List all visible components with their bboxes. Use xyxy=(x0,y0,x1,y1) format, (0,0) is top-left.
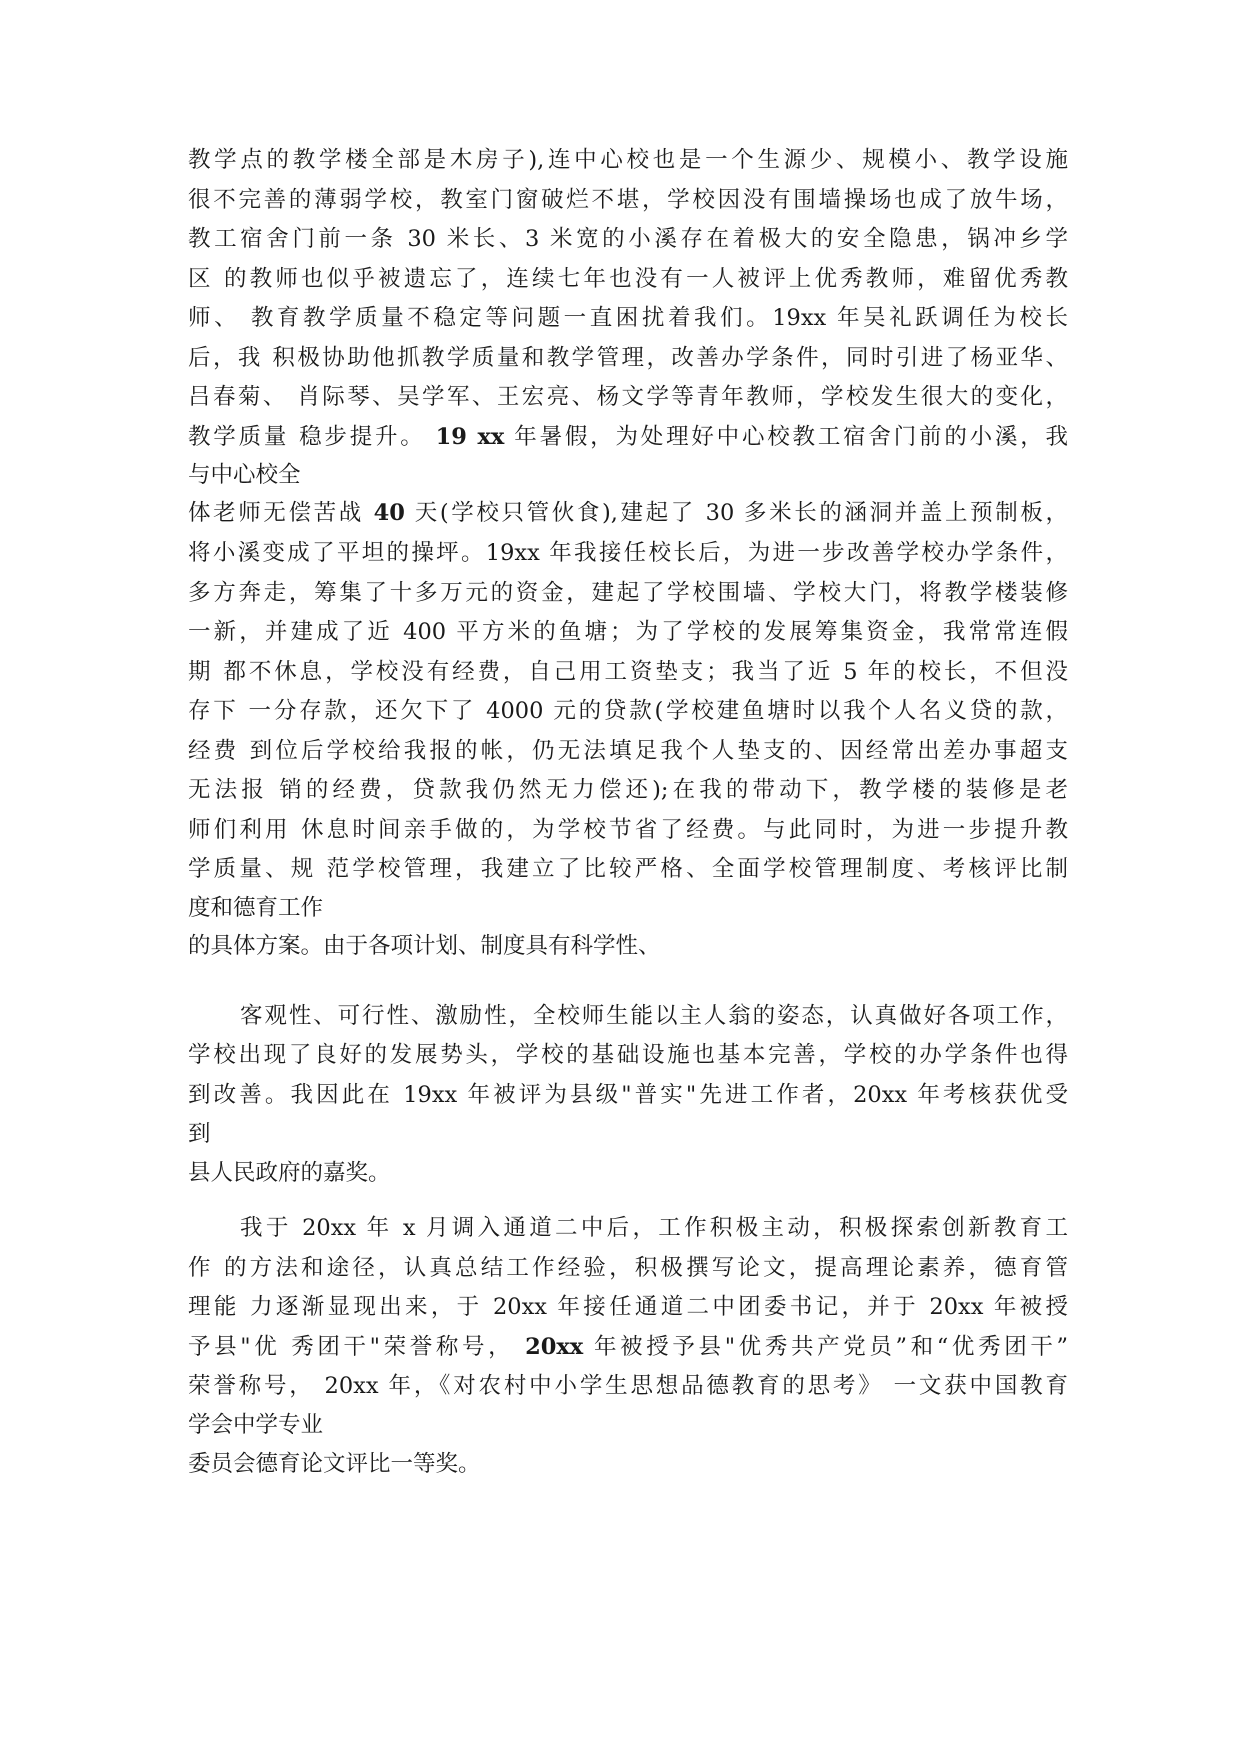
text-line: 荣誉称号， 20xx 年，《对农村中小学生思想品德教育的思考》 一文获中国教育 xyxy=(188,1373,1068,1399)
text-line: 到 xyxy=(188,1121,211,1147)
text-line: 后，我 积极协助他抓教学质量和教学管理，改善办学条件，同时引进了杨亚华、 xyxy=(188,345,1068,371)
text-line: 客观性、可行性、激励性，全校师生能以主人翁的姿态，认真做好各项工作， xyxy=(240,1003,1068,1029)
text-line: 教工宿舍门前一条 30 米长、3 米宽的小溪存在着极大的安全隐患，锅冲乡学 xyxy=(188,226,1068,252)
text-line: 体老师无偿苦战 40 天(学校只管伙食),建起了 30 多米长的涵洞并盖上预制板， xyxy=(188,500,1068,526)
text-line: 很不完善的薄弱学校，教室门窗破烂不堪，学校因没有围墙操场也成了放牛场， xyxy=(188,187,1068,213)
text-line: 存下 一分存款，还欠下了 4000 元的贷款(学校建鱼塘时以我个人名义贷的款， xyxy=(188,698,1068,724)
text-line: 吕春菊、 肖际琴、吴学军、王宏亮、杨文学等青年教师，学校发生很大的变化， xyxy=(188,384,1068,410)
text-line: 期 都不休息，学校没有经费，自己用工资垫支；我当了近 5 年的校长，不但没 xyxy=(188,659,1068,685)
text-line: 无法报 销的经费，贷款我仍然无力偿还);在我的带动下，教学楼的装修是老 xyxy=(188,777,1068,803)
text-line: 学会中学专业 xyxy=(188,1412,324,1438)
text-line: 县人民政府的嘉奖。 xyxy=(188,1160,391,1186)
text-line: 教学点的教学楼全部是木房子),连中心校也是一个生源少、规模小、教学设施 xyxy=(188,147,1068,173)
text-line: 委员会德育论文评比一等奖。 xyxy=(188,1451,481,1477)
text-line: 予县"优 秀团干"荣誉称号， 20xx 年被授予县"优秀共产党员”和“优秀团干” xyxy=(188,1334,1068,1360)
text-line: 度和德育工作 xyxy=(188,895,324,921)
text-line: 理能 力逐渐显现出来，于 20xx 年接任通道二中团委书记，并于 20xx 年被授 xyxy=(188,1294,1068,1320)
text-line: 区 的教师也似乎被遗忘了，连续七年也没有一人被评上优秀教师，难留优秀教 xyxy=(188,266,1068,292)
text-line: 师们利用 休息时间亲手做的，为学校节省了经费。与此同时，为进一步提升教 xyxy=(188,817,1068,843)
text-line: 作 的方法和途径，认真总结工作经验，积极撰写论文，提高理论素养，德育管 xyxy=(188,1255,1068,1281)
text-line: 的具体方案。由于各项计划、制度具有科学性、 xyxy=(188,933,661,959)
text-line: 学质量、规 范学校管理，我建立了比较严格、全面学校管理制度、考核评比制 xyxy=(188,856,1068,882)
text-line: 经费 到位后学校给我报的帐，仍无法填足我个人垫支的、因经常出差办事超支 xyxy=(188,738,1068,764)
text-line: 将小溪变成了平坦的操坪。19xx 年我接任校长后，为进一步改善学校办学条件， xyxy=(188,540,1068,566)
text-line: 我于 20xx 年 x 月调入通道二中后，工作积极主动，积极探索创新教育工 xyxy=(240,1215,1068,1241)
text-line: 师、 教育教学质量不稳定等问题一直困扰着我们。19xx 年吴礼跃调任为校长 xyxy=(188,305,1068,331)
text-line: 教学质量 稳步提升。 19 xx 年暑假，为处理好中心校教工宿舍门前的小溪，我 xyxy=(188,424,1068,450)
text-line: 与中心校全 xyxy=(188,462,301,488)
text-line: 多方奔走，筹集了十多万元的资金，建起了学校围墙、学校大门，将教学楼装修 xyxy=(188,580,1068,606)
text-line: 到改善。我因此在 19xx 年被评为县级"普实"先进工作者，20xx 年考核获优受 xyxy=(188,1082,1068,1108)
text-line: 一新，并建成了近 400 平方米的鱼塘；为了学校的发展筹集资金，我常常连假 xyxy=(188,619,1068,645)
text-line: 学校出现了良好的发展势头，学校的基础设施也基本完善，学校的办学条件也得 xyxy=(188,1042,1068,1068)
